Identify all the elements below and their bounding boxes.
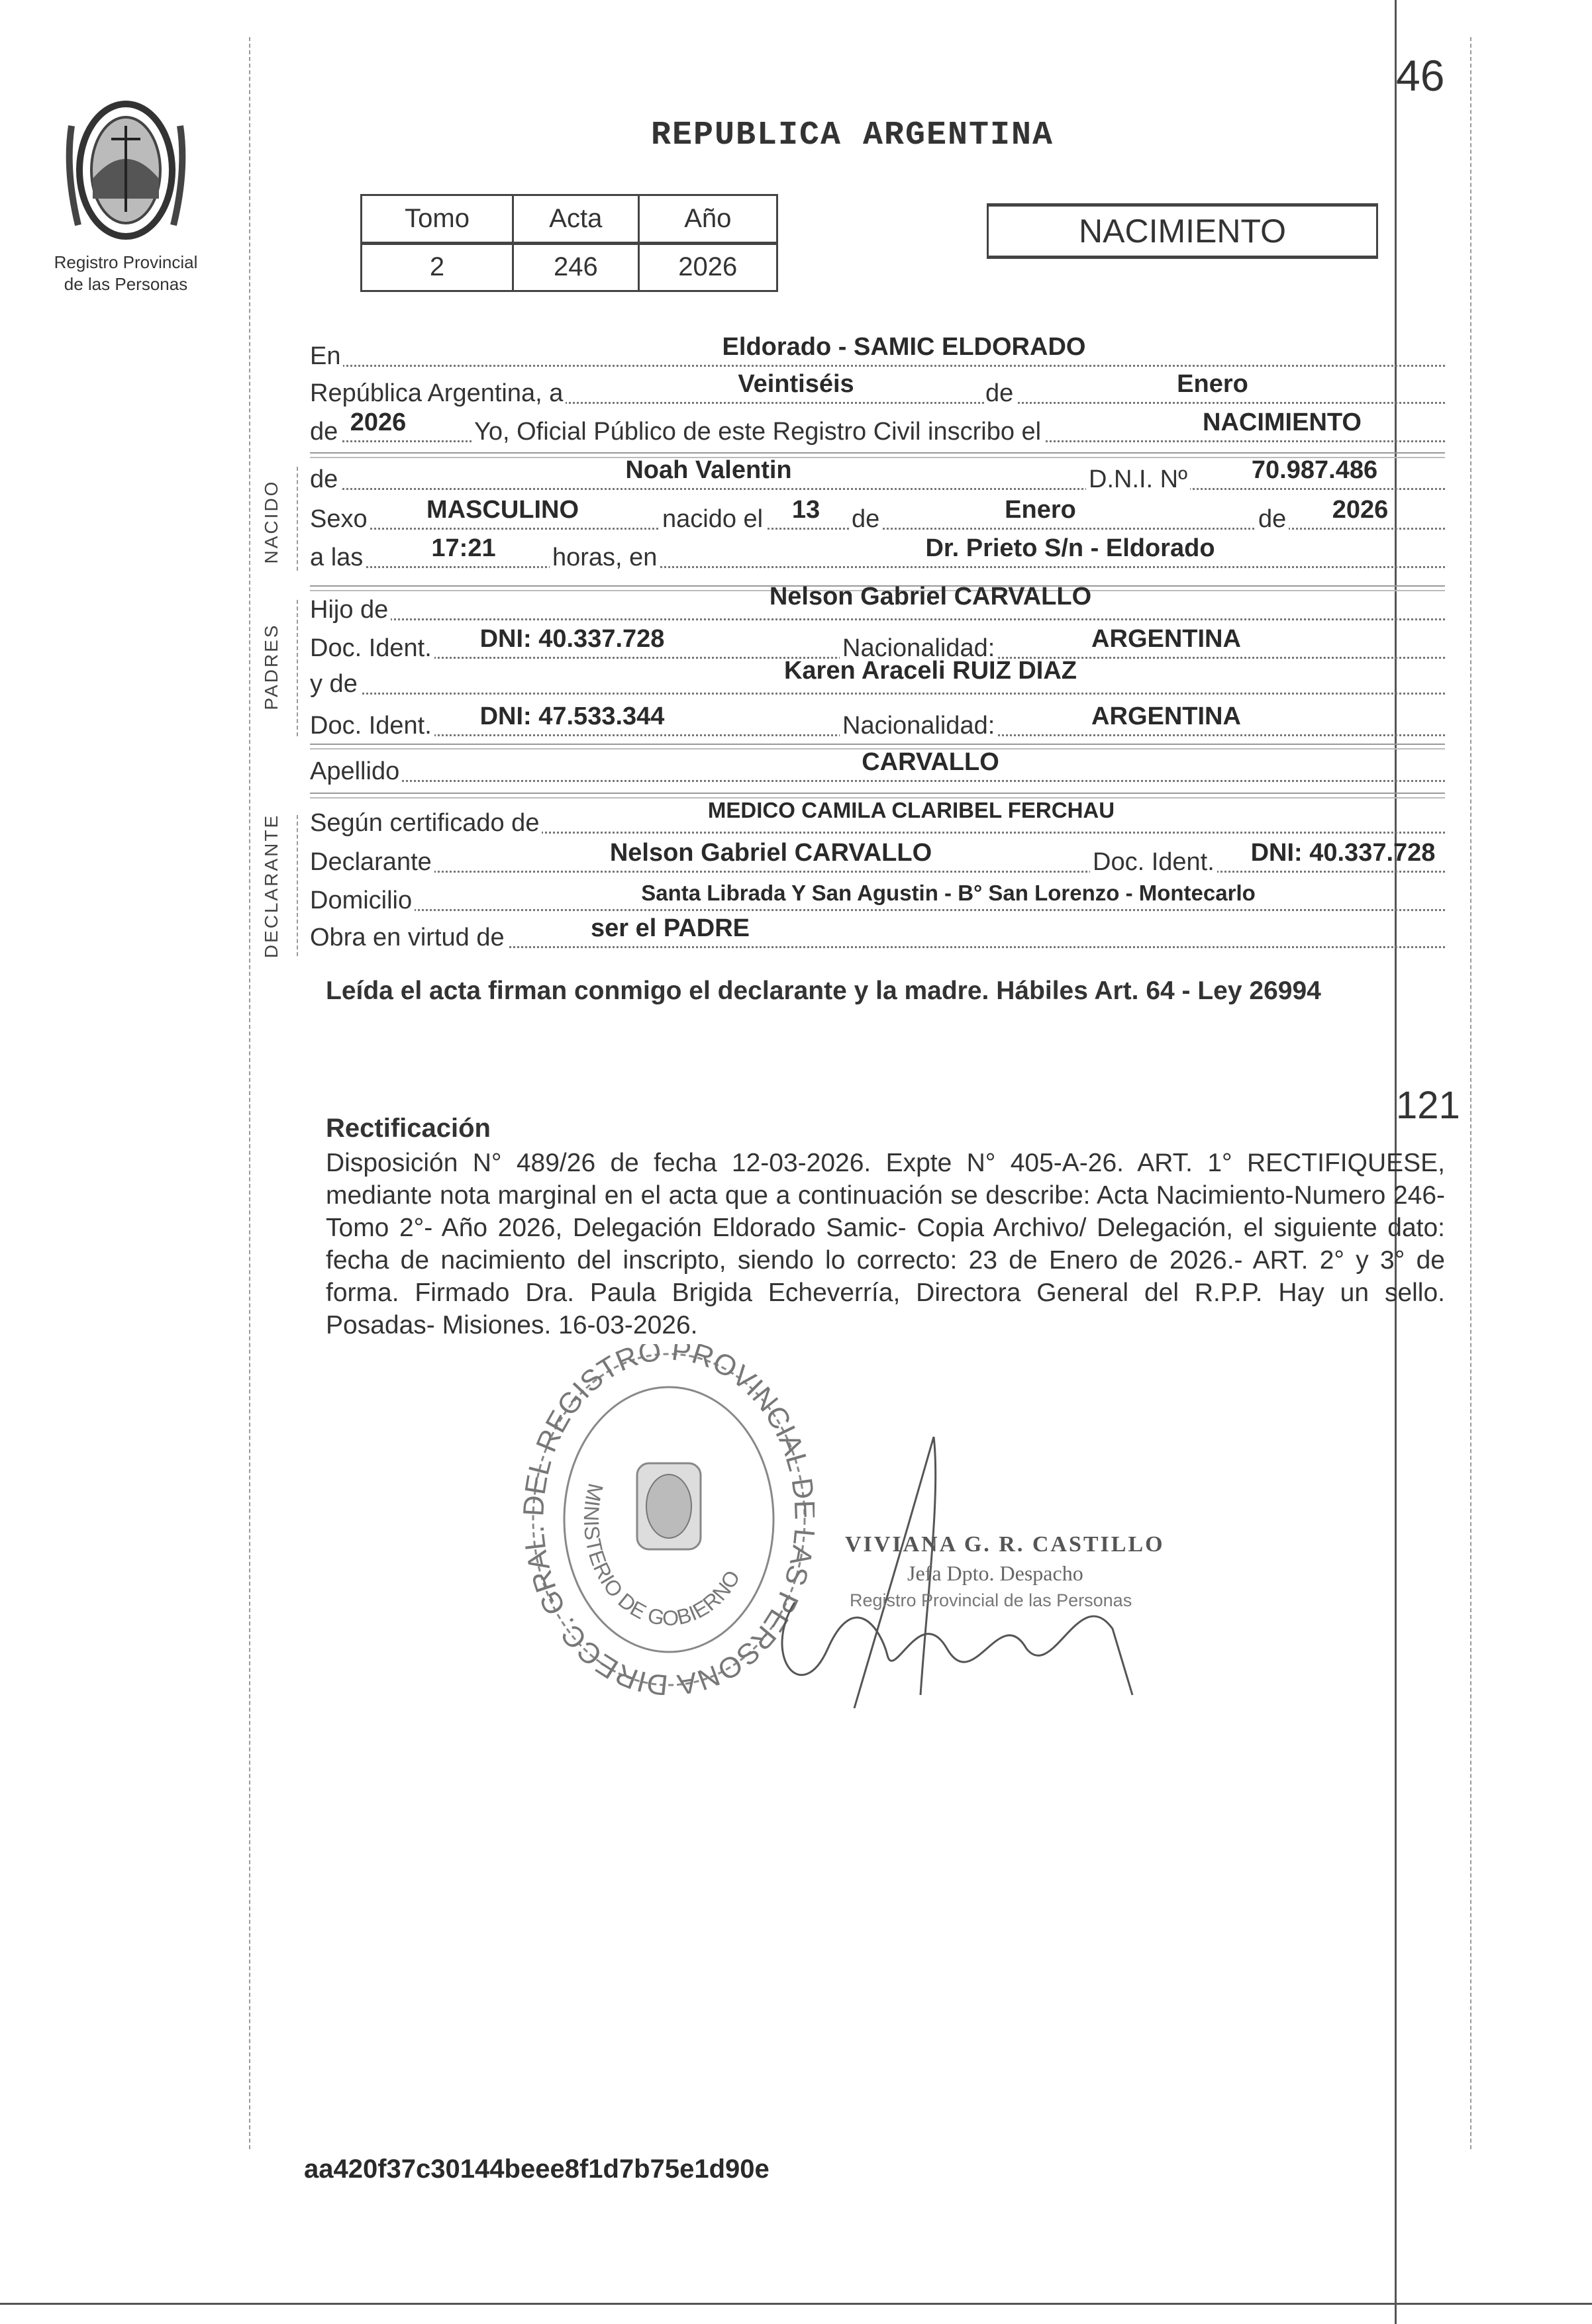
row-obra	[310, 914, 1445, 952]
row-nombre	[310, 456, 1445, 494]
row-apellido	[310, 748, 1445, 786]
label-obra-en-virtud: Obra en virtud de	[310, 924, 507, 952]
seal-outer-text: DIRECC. GRA L REGISTRO PROVINCIAL S PERSONA	[523, 1344, 815, 1695]
label-apellido: Apellido	[310, 757, 402, 786]
value-mes: Enero	[1177, 370, 1248, 398]
document-hash: aa420f37c30144beee8f1d7b75e1d90e	[304, 2155, 770, 2184]
signature-role: Jefa Dpto. Despacho	[907, 1561, 1083, 1585]
value-nac-anio: 2026	[1332, 496, 1389, 524]
value-hora: 17:21	[431, 534, 496, 562]
page-title: REPUBLICA ARGENTINA	[650, 117, 1054, 154]
value-lugar-nacimiento: Dr. Prieto S/n - Eldorado	[925, 534, 1215, 562]
seal-inner-text: MINISTERIO DE GOBIERNO	[579, 1481, 745, 1630]
value-domicilio: Santa Librada Y San Agustin - B° San Lorenzo - Montecarlo	[641, 881, 1256, 905]
row-padre	[310, 583, 1445, 624]
side-label-nacido: NACIDO	[261, 479, 281, 564]
value-sexo: MASCULINO	[426, 496, 579, 524]
label-nacionalidad: Nacionalidad:	[840, 712, 997, 740]
record-type-box: NACIMIENTO	[987, 203, 1378, 259]
label-declarante: Declarante	[310, 848, 434, 877]
label-segun-certificado: Según certificado de	[310, 809, 542, 838]
value-madre-doc: DNI: 47.533.344	[479, 702, 665, 730]
header-anio: Año	[638, 195, 777, 244]
label-de: de	[985, 379, 1016, 408]
label-doc-ident: Doc. Ident.	[310, 634, 434, 663]
label-domicilio: Domicilio	[310, 887, 415, 915]
label-a-las: a las	[310, 544, 366, 572]
label-en: En	[310, 342, 343, 371]
label-yo-oficial: Yo, Oficial Público de este Registro Civil inscribo el	[472, 418, 1044, 446]
value-nac-dia: 13	[791, 496, 821, 524]
value-certificado: MEDICO CAMILA CLARIBEL FERCHAU	[707, 798, 1115, 822]
bottom-edge-line	[0, 2303, 1592, 2305]
value-madre: Karen Araceli RUIZ DIAZ	[783, 657, 1077, 685]
value-acta: 246	[513, 243, 639, 291]
logo-caption-line2: de las Personas	[64, 274, 188, 294]
row-declarante	[310, 839, 1445, 877]
value-padre: Nelson Gabriel CARVALLO	[769, 583, 1092, 610]
value-declarante-doc: DNI: 40.337.728	[1250, 839, 1436, 867]
label-de: de	[1256, 505, 1289, 534]
nacido-bracket	[297, 467, 298, 571]
rectificacion-body: Disposición N° 489/26 de fecha 12-03-2026. Expte N° 405-A-26. ART. 1° RECTIFIQUESE, mediante nota marginal en el acta que a continuación se describe: Acta Nacimiento-Numero 246- Tomo 2°- Año 2026, Delegación Eldorado Samic- Copia Archivo/ Delegación, el siguiente dato: fecha de nacimiento del inscripto, siendo lo correcto: 23 de Enero de 2026.- ART. 2° y 3° de forma. Firmado Dra. Paula Brigida Echeverría, Directora General del R.P.P. Hay un sello. Posadas- Misiones. 16-03-2026.	[326, 1149, 1445, 1339]
value-dni: 70.987.486	[1251, 456, 1378, 484]
padres-bracket	[297, 600, 298, 736]
label-doc-ident: Doc. Ident.	[310, 712, 434, 740]
value-lugar-inscripcion: Eldorado - SAMIC ELDORADO	[722, 333, 1086, 361]
row-en	[310, 333, 1445, 371]
row-inscribo	[310, 409, 1445, 446]
value-dia: Veintiséis	[738, 370, 854, 398]
label-nacionalidad: Nacionalidad:	[840, 634, 997, 663]
logo-caption-line1: Registro Provincial	[54, 252, 198, 272]
value-obra: ser el PADRE	[590, 914, 750, 942]
side-label-padres: PADRES	[261, 623, 281, 710]
row-fecha	[310, 370, 1445, 408]
header-tomo: Tomo	[362, 195, 513, 244]
value-nac-mes: Enero	[1005, 496, 1076, 524]
official-seal	[523, 1344, 815, 1695]
row-domicilio	[310, 882, 1445, 915]
signature-name: VIVIANA G. R. CASTILLO	[845, 1532, 1165, 1557]
value-padre-nacionalidad: ARGENTINA	[1091, 625, 1241, 653]
label-horas-en: horas, en	[550, 544, 660, 572]
label-de: de	[310, 465, 340, 494]
label-republica: República Argentina, a	[310, 379, 566, 408]
value-nombre: Noah Valentin	[625, 456, 792, 484]
rectificacion-title: Rectificación	[326, 1114, 491, 1143]
label-dni: D.N.I. Nº	[1086, 465, 1190, 494]
seal-stamp-icon	[523, 1344, 815, 1695]
value-inscribo: NACIMIENTO	[1203, 409, 1362, 436]
label-hijo-de: Hijo de	[310, 596, 391, 624]
closing-statement: Leída el acta firman conmigo el declarante y la madre. Hábiles Art. 64 - Ley 26994	[326, 977, 1321, 1005]
left-margin-line	[249, 37, 250, 2149]
side-label-declarante: DECLARANTE	[261, 813, 281, 959]
folio-number-mid: 121	[1396, 1084, 1460, 1127]
value-anio: 2026	[638, 243, 777, 291]
value-declarante: Nelson Gabriel CARVALLO	[609, 839, 932, 867]
value-madre-nacionalidad: ARGENTINA	[1091, 702, 1241, 730]
label-sexo: Sexo	[310, 505, 370, 534]
right-margin-line	[1470, 37, 1471, 2149]
label-nacido-el: nacido el	[660, 505, 766, 534]
value-padre-doc: DNI: 40.337.728	[479, 625, 665, 653]
folio-number-top: 46	[1396, 51, 1445, 100]
row-hora	[310, 534, 1445, 572]
logo-caption	[26, 252, 225, 295]
value-tomo: 2	[362, 243, 513, 291]
record-table	[360, 194, 778, 292]
label-doc-ident: Doc. Ident.	[1090, 848, 1217, 877]
value-anio: 2026	[350, 409, 407, 436]
label-de: de	[849, 505, 882, 534]
label-y-de: y de	[310, 670, 360, 699]
row-sexo	[310, 496, 1445, 534]
row-certificado	[310, 798, 1445, 838]
value-apellido: CARVALLO	[862, 748, 999, 776]
header-acta: Acta	[513, 195, 639, 244]
label-de: de	[310, 418, 340, 446]
declarante-bracket	[297, 815, 298, 956]
signature-office: Registro Provincial de las Personas	[850, 1590, 1132, 1610]
row-madre-doc	[310, 702, 1445, 740]
row-madre	[310, 657, 1445, 699]
